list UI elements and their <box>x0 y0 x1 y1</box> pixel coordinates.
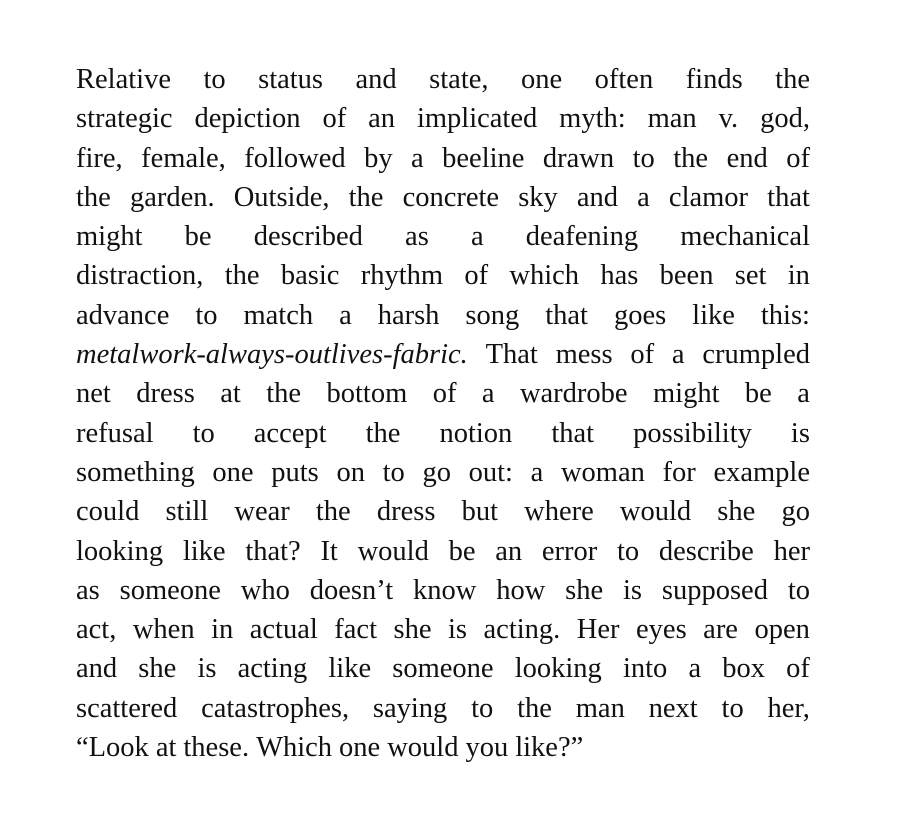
word: next <box>648 692 698 724</box>
word: into <box>622 653 668 685</box>
word: be <box>184 221 212 253</box>
word: dress <box>376 496 436 528</box>
word: set <box>734 260 767 292</box>
word: that? <box>245 535 301 567</box>
word: but <box>461 496 498 528</box>
paragraph-line <box>76 217 810 256</box>
paragraph-line <box>76 296 810 335</box>
paragraph-line <box>76 139 810 178</box>
word: Which <box>256 732 333 764</box>
word: net <box>76 378 111 410</box>
word: you <box>465 732 509 764</box>
word: the <box>224 260 260 292</box>
word: the <box>775 64 810 95</box>
word: the <box>365 417 401 449</box>
word: distraction, <box>76 260 204 292</box>
word: someone <box>119 574 221 606</box>
word: drawn <box>542 142 615 174</box>
paragraph-line <box>76 178 810 217</box>
word: as <box>76 574 100 606</box>
word: Outside, <box>233 181 330 213</box>
word: like <box>692 299 735 331</box>
word: described <box>253 221 363 253</box>
word: and <box>576 181 619 213</box>
word: of <box>464 260 489 292</box>
word: woman <box>560 456 645 488</box>
paragraph-line <box>76 453 810 492</box>
word: acting. <box>483 614 561 646</box>
word: metalwork-always-outlives-fabric. <box>76 339 468 371</box>
word: might <box>76 221 143 253</box>
word: the <box>76 181 111 213</box>
word: It <box>320 535 338 567</box>
word: and <box>76 653 118 685</box>
word: depiction <box>194 103 301 135</box>
word: one <box>212 456 254 488</box>
word: man <box>575 692 625 724</box>
word: she <box>138 653 177 685</box>
word: like?” <box>515 732 584 764</box>
word: and <box>355 64 397 95</box>
word: wear <box>234 496 290 528</box>
word: could <box>76 496 140 528</box>
word: the <box>517 692 552 724</box>
word: beeline <box>442 142 525 174</box>
word: accept <box>253 417 327 449</box>
word: scattered <box>76 692 178 724</box>
word: act, <box>76 614 117 646</box>
word: of <box>630 339 655 371</box>
word: status <box>258 64 324 95</box>
word: her <box>773 535 810 567</box>
word: to <box>382 456 405 488</box>
word: she <box>393 614 432 646</box>
paragraph-line <box>76 492 810 531</box>
word: eyes <box>636 614 687 646</box>
word: open <box>754 614 810 646</box>
word: Her <box>576 614 620 646</box>
word: notion <box>439 417 513 449</box>
word: strategic <box>76 103 173 135</box>
word: doesn’t <box>309 574 394 606</box>
word: puts <box>271 456 319 488</box>
word: to <box>787 574 810 606</box>
word: which <box>509 260 580 292</box>
word: clamor <box>668 181 749 213</box>
word: in <box>787 260 810 292</box>
word: goes <box>613 299 667 331</box>
word: possibility <box>633 417 752 449</box>
word: to <box>616 535 640 567</box>
word: looking <box>76 535 164 567</box>
word: fire, <box>76 142 123 174</box>
word: go <box>422 456 451 488</box>
word: to <box>471 692 494 724</box>
word: That <box>485 339 538 371</box>
word: “Look <box>76 732 149 764</box>
word: wardrobe <box>519 378 628 410</box>
word: like <box>182 535 226 567</box>
word: the <box>315 496 351 528</box>
word: one <box>521 64 563 95</box>
word: a <box>481 378 495 410</box>
word: to <box>203 64 226 95</box>
word: describe <box>658 535 754 567</box>
word: crumpled <box>702 339 810 371</box>
word: an <box>495 535 523 567</box>
word: advance <box>76 299 170 331</box>
word: supposed <box>661 574 768 606</box>
word: her, <box>767 692 810 724</box>
word: rhythm <box>360 260 444 292</box>
word: concrete <box>402 181 500 213</box>
word: match <box>243 299 314 331</box>
word: something <box>76 456 195 488</box>
word: these. <box>183 732 250 764</box>
word: god, <box>760 103 810 135</box>
word: when <box>132 614 195 646</box>
word: who <box>240 574 290 606</box>
word: box <box>722 653 765 685</box>
word: been <box>659 260 714 292</box>
word: a <box>530 456 544 488</box>
word: the <box>266 378 302 410</box>
word: a <box>637 181 650 213</box>
word: often <box>594 64 654 95</box>
word: basic <box>280 260 340 292</box>
word: someone <box>392 653 494 685</box>
word: bottom <box>326 378 408 410</box>
word: go <box>781 496 810 528</box>
word: is <box>623 574 643 606</box>
word: she <box>565 574 604 606</box>
word: for <box>662 456 696 488</box>
word: in <box>211 614 234 646</box>
word: a <box>688 653 702 685</box>
word: of <box>786 653 810 685</box>
word: v. <box>718 103 739 135</box>
word: as <box>405 221 429 253</box>
word: a <box>339 299 352 331</box>
word: is <box>197 653 217 685</box>
word: where <box>524 496 594 528</box>
word: deafening <box>525 221 639 253</box>
word: of <box>786 142 810 174</box>
word: mechanical <box>680 221 810 253</box>
word: has <box>600 260 639 292</box>
word: would <box>387 732 459 764</box>
paragraph-line <box>76 728 810 767</box>
paragraph-line <box>76 610 810 649</box>
paragraph-line <box>76 256 810 295</box>
word: finds <box>685 64 743 95</box>
paragraph-line <box>76 60 810 99</box>
word: she <box>717 496 756 528</box>
paragraph-line <box>76 374 810 413</box>
word: that <box>545 299 588 331</box>
paragraph-line <box>76 689 810 728</box>
word: of <box>432 378 457 410</box>
word: dress <box>136 378 195 410</box>
word: female, <box>141 142 226 174</box>
word: might <box>652 378 720 410</box>
word: is <box>790 417 810 449</box>
word: acting <box>237 653 308 685</box>
word: Relative <box>76 64 171 95</box>
word: a <box>470 221 484 253</box>
word: song <box>465 299 520 331</box>
paragraph-line <box>76 532 810 571</box>
word: on <box>336 456 365 488</box>
word: would <box>619 496 692 528</box>
paragraph-line <box>76 99 810 138</box>
word: mess <box>555 339 613 371</box>
word: to <box>195 299 218 331</box>
word: an <box>368 103 396 135</box>
word: the <box>673 142 709 174</box>
word: end <box>726 142 768 174</box>
paragraph-line <box>76 335 810 374</box>
word: how <box>496 574 546 606</box>
word: know <box>412 574 477 606</box>
word: still <box>165 496 209 528</box>
word: implicated <box>416 103 538 135</box>
word: is <box>448 614 468 646</box>
word: looking <box>514 653 602 685</box>
word: garden. <box>129 181 215 213</box>
word: man <box>647 103 697 135</box>
word: myth: <box>559 103 626 135</box>
word: a <box>671 339 685 371</box>
word: refusal <box>76 417 154 449</box>
word: fact <box>334 614 378 646</box>
word: saying <box>372 692 448 724</box>
word: state, <box>429 64 489 95</box>
word: sky <box>518 181 558 213</box>
word: that <box>551 417 595 449</box>
word: that <box>767 181 810 213</box>
word: the <box>348 181 384 213</box>
word: a <box>797 378 810 410</box>
word: error <box>541 535 598 567</box>
word: catastrophes, <box>201 692 350 724</box>
paragraph-line <box>76 414 810 453</box>
word: would <box>357 535 429 567</box>
word: to <box>192 417 215 449</box>
word: followed <box>244 142 346 174</box>
word: be <box>744 378 772 410</box>
paragraph-line <box>76 571 810 610</box>
word: to <box>721 692 744 724</box>
word: a <box>411 142 424 174</box>
word: one <box>339 732 381 764</box>
word: at <box>220 378 241 410</box>
word: example <box>713 456 810 488</box>
word: at <box>155 732 177 764</box>
word: this: <box>760 299 810 331</box>
word: actual <box>249 614 318 646</box>
word: harsh <box>377 299 440 331</box>
word: out: <box>468 456 513 488</box>
word: by <box>364 142 393 174</box>
word: of <box>322 103 347 135</box>
word: to <box>632 142 655 174</box>
word: like <box>328 653 372 685</box>
word: be <box>448 535 476 567</box>
body-paragraph <box>76 60 810 767</box>
paragraph-line <box>76 649 810 688</box>
word: are <box>703 614 738 646</box>
